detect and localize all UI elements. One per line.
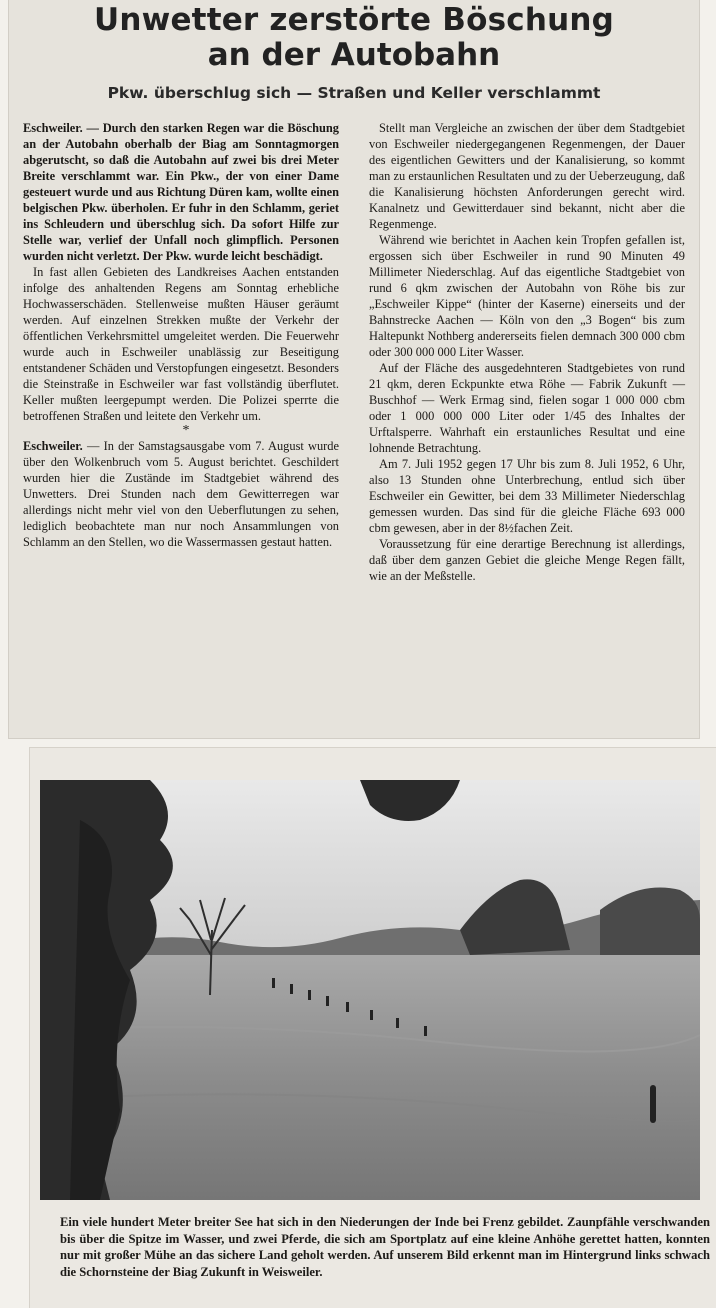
dateline: Eschweiler. bbox=[23, 439, 83, 453]
headline bbox=[9, 2, 699, 72]
paragraph: Eschweiler. — Durch den starken Regen war die Böschung an der Autobahn oberhalb der Biag am Sonntagmorgen abgerutscht, so daß die Autobahn auf zwei bis drei Meter Breite verschlammt war. Ein Pkw., der von einer Dame gesteuert wurde und aus Richtung Düren kam, wollte einen belgischen Pkw. überholen. Er fuhr in den Schlamm, geriet ins Schleudern und überschlug sich. Da sofort Hilfe zur Stelle war, verlief der Unfall noch glimpflich. Personen wurden nicht verletzt. Der Pkw. wurde leicht beschädigt. bbox=[23, 121, 339, 263]
article-clipping bbox=[9, 0, 699, 738]
paragraph: Auf der Fläche des ausgedehnteren Stadtgebietes von rund 21 qkm, deren Eckpunkte etwa Röhe — Fabrik Zukunft — Buschhof — Werk Ermag sind, fielen sogar 1 000 000 cbm oder 1 000 000 000 Liter oder 1/45 des Inhaltes der Urftalsperre. Wahrhaft ein erstaunliches Resultat und eine lohnende Betrachtung. bbox=[369, 361, 685, 455]
flood-photo-illustration bbox=[40, 780, 700, 1200]
paragraph: Stellt man Vergleiche an zwischen der über dem Stadtgebiet von Eschweiler niedergegangenen Regenmengen, der Dauer des eigentlichen Gewitters und der Kanalisierung, so kommt man zu erstaunlichen Resultaten und zu der Ueberzeugung, daß die Kanalisierung höchsten Anforderungen gerecht wird. Kanalnetz und Gewitterdauer sind bekannt, nicht aber die Regenmenge. bbox=[369, 121, 685, 231]
paragraph: Während wie berichtet in Aachen kein Tropfen gefallen ist, ergossen sich über Eschweiler in rund 90 Minuten 49 Millimeter Niederschlag. Auf das eigentliche Stadtgebiet von rund 6 qkm zwischen der Autobahn von Röhe bis zur „Eschweiler Kippe“ (hinter der Kaserne) einerseits und der Bahnstrecke Aachen — Köln von den „3 Bogen“ bis zum Haltepunkt Nothberg andererseits fielen demnach 300 000 cbm oder 300 000 000 Liter Wasser. bbox=[369, 233, 685, 359]
article-column-right bbox=[369, 120, 685, 584]
flood-photo bbox=[40, 780, 700, 1200]
article-column-left bbox=[23, 120, 339, 550]
paragraph: Am 7. Juli 1952 gegen 17 Uhr bis zum 8. Juli 1952, 6 Uhr, also 13 Stunden ohne Unterbrechung, entlud sich über Eschweiler ein Gewitter, bei dem 33 Millimeter Niederschlag gemessen wurden. Das sind für die gleiche Fläche 693 000 cbm gewesen, aber in der 8½fachen Zeit. bbox=[369, 457, 685, 535]
paragraph-text: — In der Samstagsausgabe vom 7. August wurde über den Wolkenbruch vom 5. August berichtet. Geschildert wurden hier die Zustände im Stadtgebiet während des Unwetters. Drei Stunden nach dem Gewitterregen war allerdings nicht mehr viel von den Ueberflutungen zu sehen, lediglich beobachtete man nur noch Ansammlungen von Schlamm an den Stellen, wo die Wassermassen gestaut hatten. bbox=[23, 439, 339, 549]
paragraph: Voraussetzung für eine derartige Berechnung ist allerdings, daß über dem ganzen Gebiet die gleiche Menge Regen fällt, wie an der Meßstelle. bbox=[369, 537, 685, 583]
headline-line-2: an der Autobahn bbox=[207, 37, 501, 73]
separator-asterisk: * bbox=[182, 423, 190, 438]
headline-line-1: Unwetter zerstörte Böschung bbox=[93, 2, 615, 38]
paragraph bbox=[23, 438, 339, 550]
photo-caption: Ein viele hundert Meter breiter See hat sich in den Niederungen der Inde bei Frenz gebildet. Zaunpfähle verschwanden bis über die Spitze im Wasser, und zwei Pferde, die sich am Sportplatz auf eine kleine Anhöhe gerettet hatten, konnten nur mit großer Mühe an das sichere Land geholt werden. Auf unserem Bild erkennt man im Hintergrund links schwach die Schornsteine der Biag Zukunft in Weisweiler. bbox=[60, 1215, 710, 1279]
subheadline: Pkw. überschlug sich — Straßen und Keller verschlammt bbox=[107, 84, 601, 102]
paragraph: In fast allen Gebieten des Landkreises Aachen entstanden infolge des anhaltenden Regens am Sonntag erhebliche Hochwasserschäden. Stellenweise mußten Häuser geräumt werden. Auf einzelnen Strekken mußte der Verkehr der öffentlichen Verkehrsmittel umgeleitet werden. Die Feuerwehr wurde auch in Eschweiler unablässig zur Beseitigung entstandener Schäden und Verstopfungen eingesetzt. Besonders die Steinstraße in Eschweiler war fast vollständig überflutet. Keller mußten leergepumpt werden. Die Polizei sperrte die betroffenen Straßen und leitete den Verkehr um. bbox=[23, 265, 339, 423]
